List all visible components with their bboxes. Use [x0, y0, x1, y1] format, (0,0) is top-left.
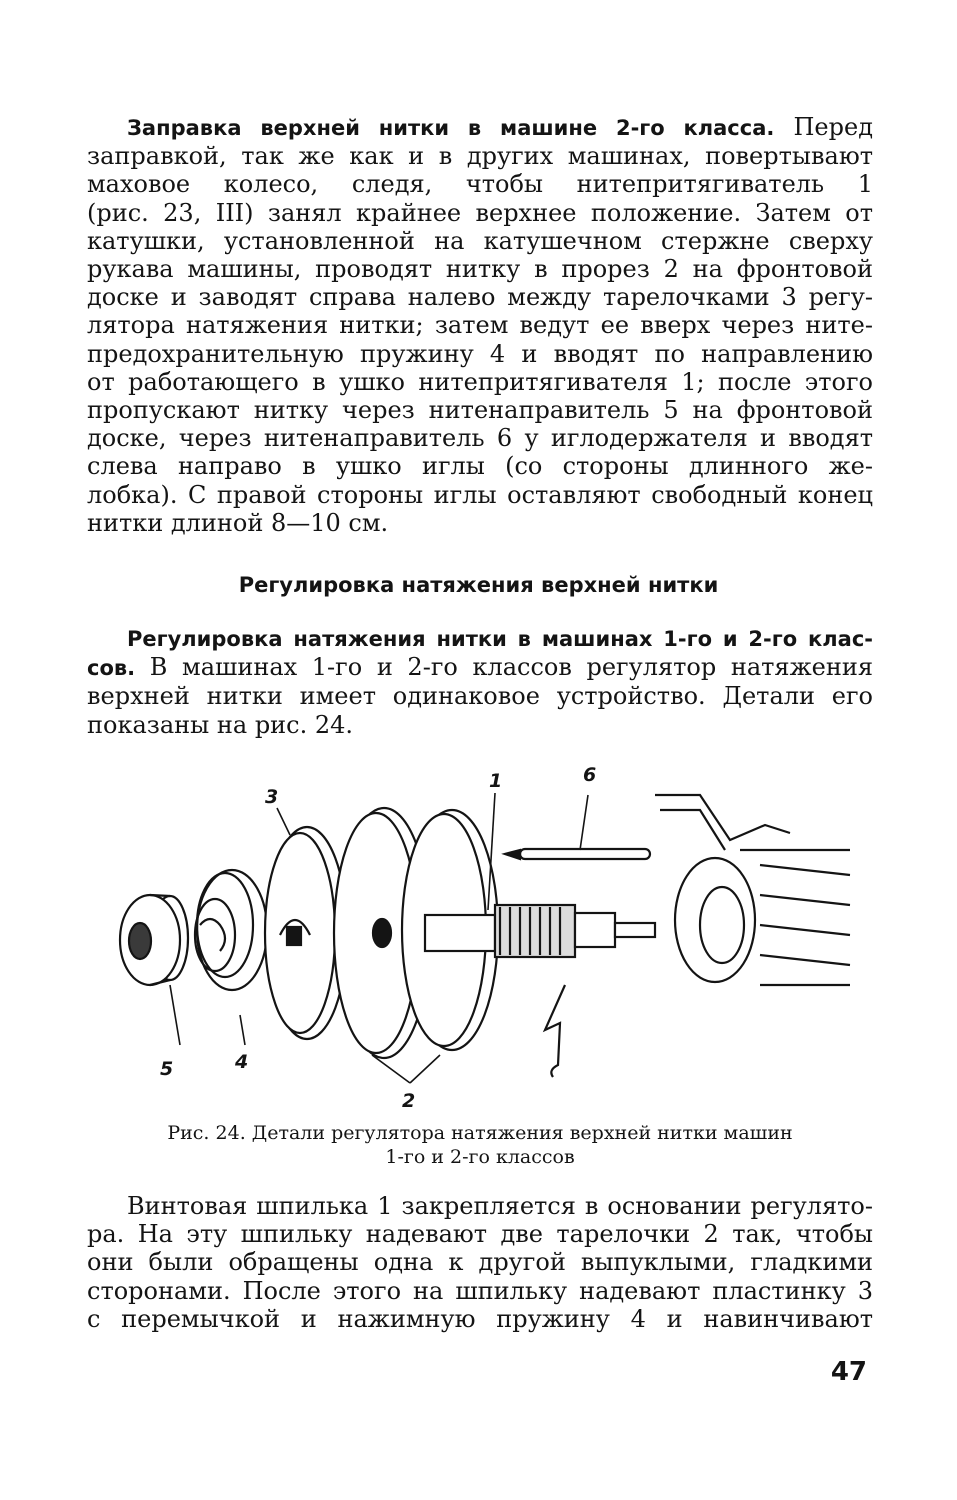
paragraph-lead-in: Заправка верхней нитки в машине 2-го класса.: [127, 116, 775, 140]
text-line: лобка). С правой стороны иглы оставляют свободный конец: [87, 480, 873, 509]
paragraph-lead-in: Регулировка натяжения нитки в машинах 1-го и 2-го клас-: [127, 627, 873, 651]
figure-label-4: 4: [235, 1051, 249, 1073]
text-line: верхней нитки имеет одинаковое устройство. Детали его: [87, 682, 873, 711]
text-line: доске, через нитенаправитель 6 у иглодержателя и вводят: [87, 424, 873, 453]
nut-part: [120, 895, 188, 985]
figure-label-5: 5: [160, 1058, 174, 1080]
text-line: маховое колесо, следя, чтобы нитепритягиватель 1: [87, 170, 873, 199]
paragraph-threading: [87, 113, 873, 537]
page-number: 47: [830, 1357, 867, 1387]
bracket-part: [655, 795, 850, 985]
paragraph-assembly: [87, 1192, 873, 1333]
text-line: лятора натяжения нитки; затем ведут ее вверх через ните-: [87, 311, 873, 340]
spring-clip-part: [545, 985, 565, 1077]
text-line: показаны на рис. 24.: [87, 710, 354, 739]
text-line: катушки, установленной на катушечном стержне сверху: [87, 226, 873, 255]
figure-label-1: 1: [489, 770, 503, 792]
text-line: предохранительную пружину 4 и вводят по направлению: [87, 339, 873, 368]
text-line: ра. На эту шпильку надевают две тарелочки 2 так, чтобы: [87, 1220, 873, 1249]
text-line: Заправка верхней нитки в машине 2-го класса. Перед: [127, 113, 873, 141]
text-line: они были обращены одна к другой выпуклыми, гладкими: [87, 1248, 873, 1277]
text-line: доске и заводят справа налево между тарелочками 3 регу-: [87, 283, 873, 312]
spring-part: [195, 870, 267, 990]
text-line: сторонами. После этого на шпильку надевают пластинку 3: [87, 1276, 873, 1305]
paragraph-tension: [87, 625, 873, 739]
text-line: с перемычкой и нажимную пружину 4 и навинчивают: [87, 1304, 873, 1333]
figure-caption: Рис. 24. Детали регулятора натяжения верхней нитки машин 1-го и 2-го классов: [167, 1122, 793, 1168]
tension-regulator-figure: [0, 755, 957, 1115]
figure-label-2: 2: [402, 1090, 416, 1112]
figure-label-6: 6: [583, 764, 597, 786]
section-heading: Регулировка натяжения верхней нитки: [238, 573, 719, 597]
text-line: заправкой, так же как и в других машинах, повертывают: [87, 142, 873, 171]
text-line: слева направо в ушко иглы (со стороны длинного же-: [87, 452, 873, 481]
text-line: рукава машины, проводят нитку в прорез 2 на фронтовой: [87, 255, 873, 284]
text-line: пропускают нитку через нитенаправитель 5 на фронтовой: [87, 396, 873, 425]
text-line: от работающего в ушко нитепритягивателя 1; после этого: [87, 367, 873, 396]
figure-label-3: 3: [265, 786, 279, 808]
text-line: Винтовая шпилька 1 закрепляется в основании регулято-: [127, 1192, 873, 1220]
thread-guide-part: [505, 849, 650, 859]
text-line: сов. В машинах 1-го и 2-го классов регулятор натяжения: [87, 653, 873, 682]
text-line: (рис. 23, III) занял крайнее верхнее положение. Затем от: [87, 198, 873, 227]
text-line: нитки длиной 8—10 см.: [87, 508, 389, 537]
